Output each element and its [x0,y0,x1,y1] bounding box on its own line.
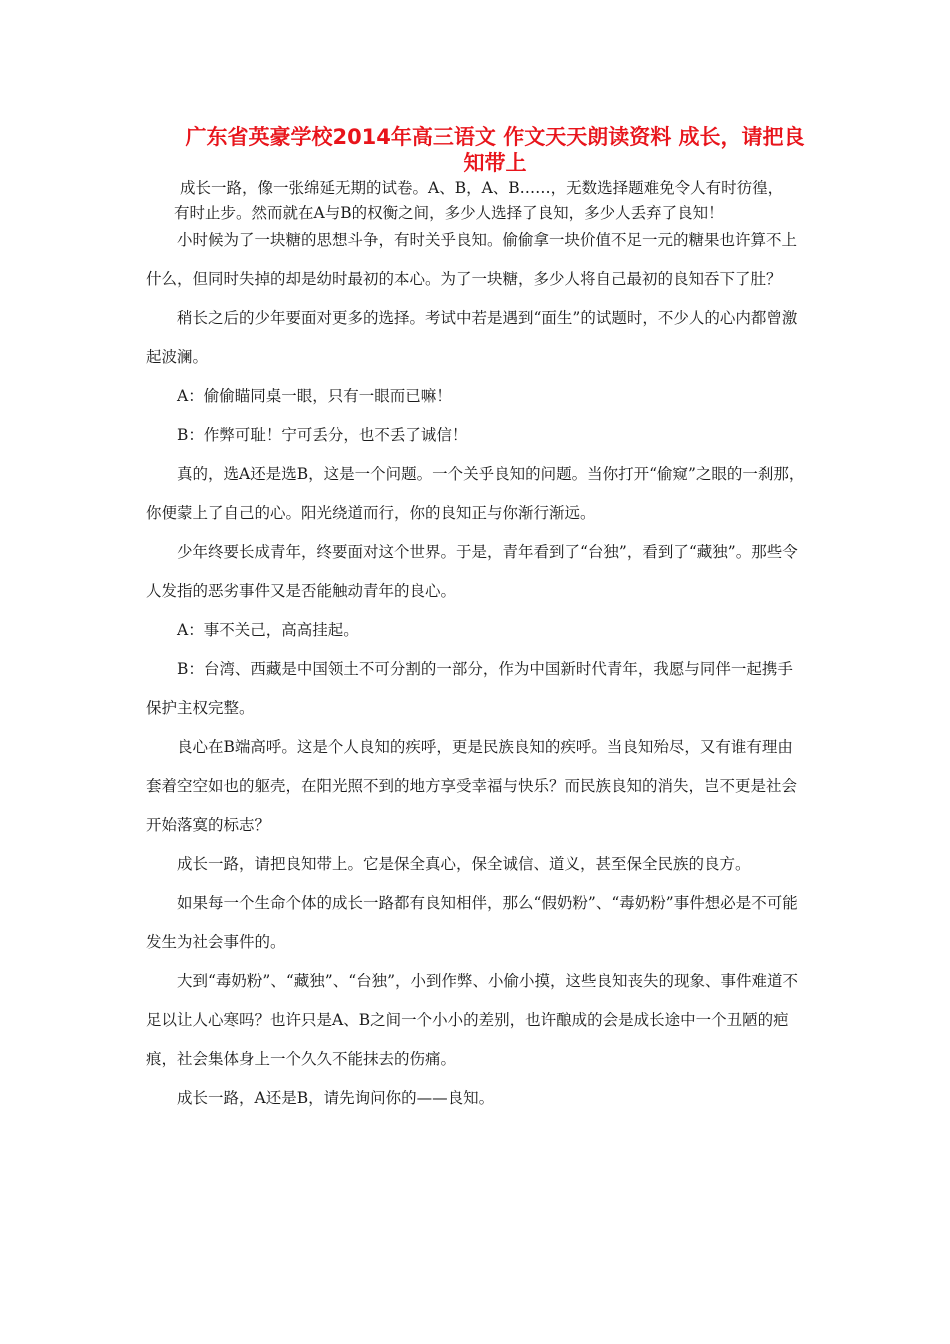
paragraph-milk-powder: 如果每一个生命个体的成长一路都有良知相伴，那么“假奶粉”、“毒奶粉”事件想必是不可能发生为社会事件的。 [146,894,798,951]
essay-body [146,221,806,1118]
paragraph-big-small: 大到“毒奶粉”、“藏独”、“台独”，小到作弊、小偷小摸，这些良知丧失的现象、事件难道不足以让人心寒吗？也许只是A、B之间一个小小的差别，也许酿成的会是成长途中一个丑陋的疤痕，社会集体身上一个久久不能抹去的伤痛。 [146,972,799,1068]
option-a-youth: A：事不关己，高高挂起。 [177,621,359,639]
paragraph-closing: 成长一路，A还是B，请先询问你的——良知。 [177,1089,495,1107]
paragraph-bring-conscience: 成长一路，请把良知带上。它是保全真心，保全诚信、道义，甚至保全民族的良方。 [177,855,751,873]
option-b-youth: B：台湾、西藏是中国领土不可分割的一部分，作为中国新时代青年，我愿与同伴一起携手保护主权完整。 [146,660,793,717]
option-a-exam: A：偷偷瞄同桌一眼，只有一眼而已嘛！ [177,387,452,405]
document-title: 广东省英豪学校2014年高三语文 作文天天朗读资料 成长，请把良知带上 [185,125,805,175]
paragraph-choice: 真的，选A还是选B，这是一个问题。一个关乎良知的问题。当你打开“偷窥”之眼的一刹那，你便蒙上了自己的心。阳光绕道而行，你的良知正与你渐行渐远。 [146,465,805,522]
paragraph-youth: 少年终要长成青年，终要面对这个世界。于是，青年看到了“台独”，看到了“藏独”。那些令人发指的恶劣事件又是否能触动青年的良心。 [146,543,798,600]
paragraph-conscience: 良心在B端高呼。这是个人良知的疾呼，更是民族良知的疾呼。当良知殆尽，又有谁有理由套着空空如也的躯壳，在阳光照不到的地方享受幸福与快乐？而民族良知的消失，岂不更是社会开始落寞的标志？ [146,738,798,834]
option-b-exam: B：作弊可耻！宁可丢分，也不丢了诚信！ [177,426,468,444]
opening-paragraph [174,176,814,226]
paragraph-exam: 稍长之后的少年要面对更多的选择。考试中若是遇到“面生”的试题时，不少人的心内都曾激起波澜。 [146,309,798,366]
opening-line-1: 成长一路，像一张绵延无期的试卷。A、B，A、B……，无数选择题难免令人有时彷徨， [180,179,784,197]
opening-line-2: 有时止步。然而就在A与B的权衡之间，多少人选择了良知，多少人丢弃了良知！ [174,204,724,222]
paragraph-candy: 小时候为了一块糖的思想斗争，有时关乎良知。偷偷拿一块价值不足一元的糖果也许算不上什么，但同时失掉的却是幼时最初的本心。为了一块糖，多少人将自己最初的良知吞下了肚？ [146,231,798,288]
